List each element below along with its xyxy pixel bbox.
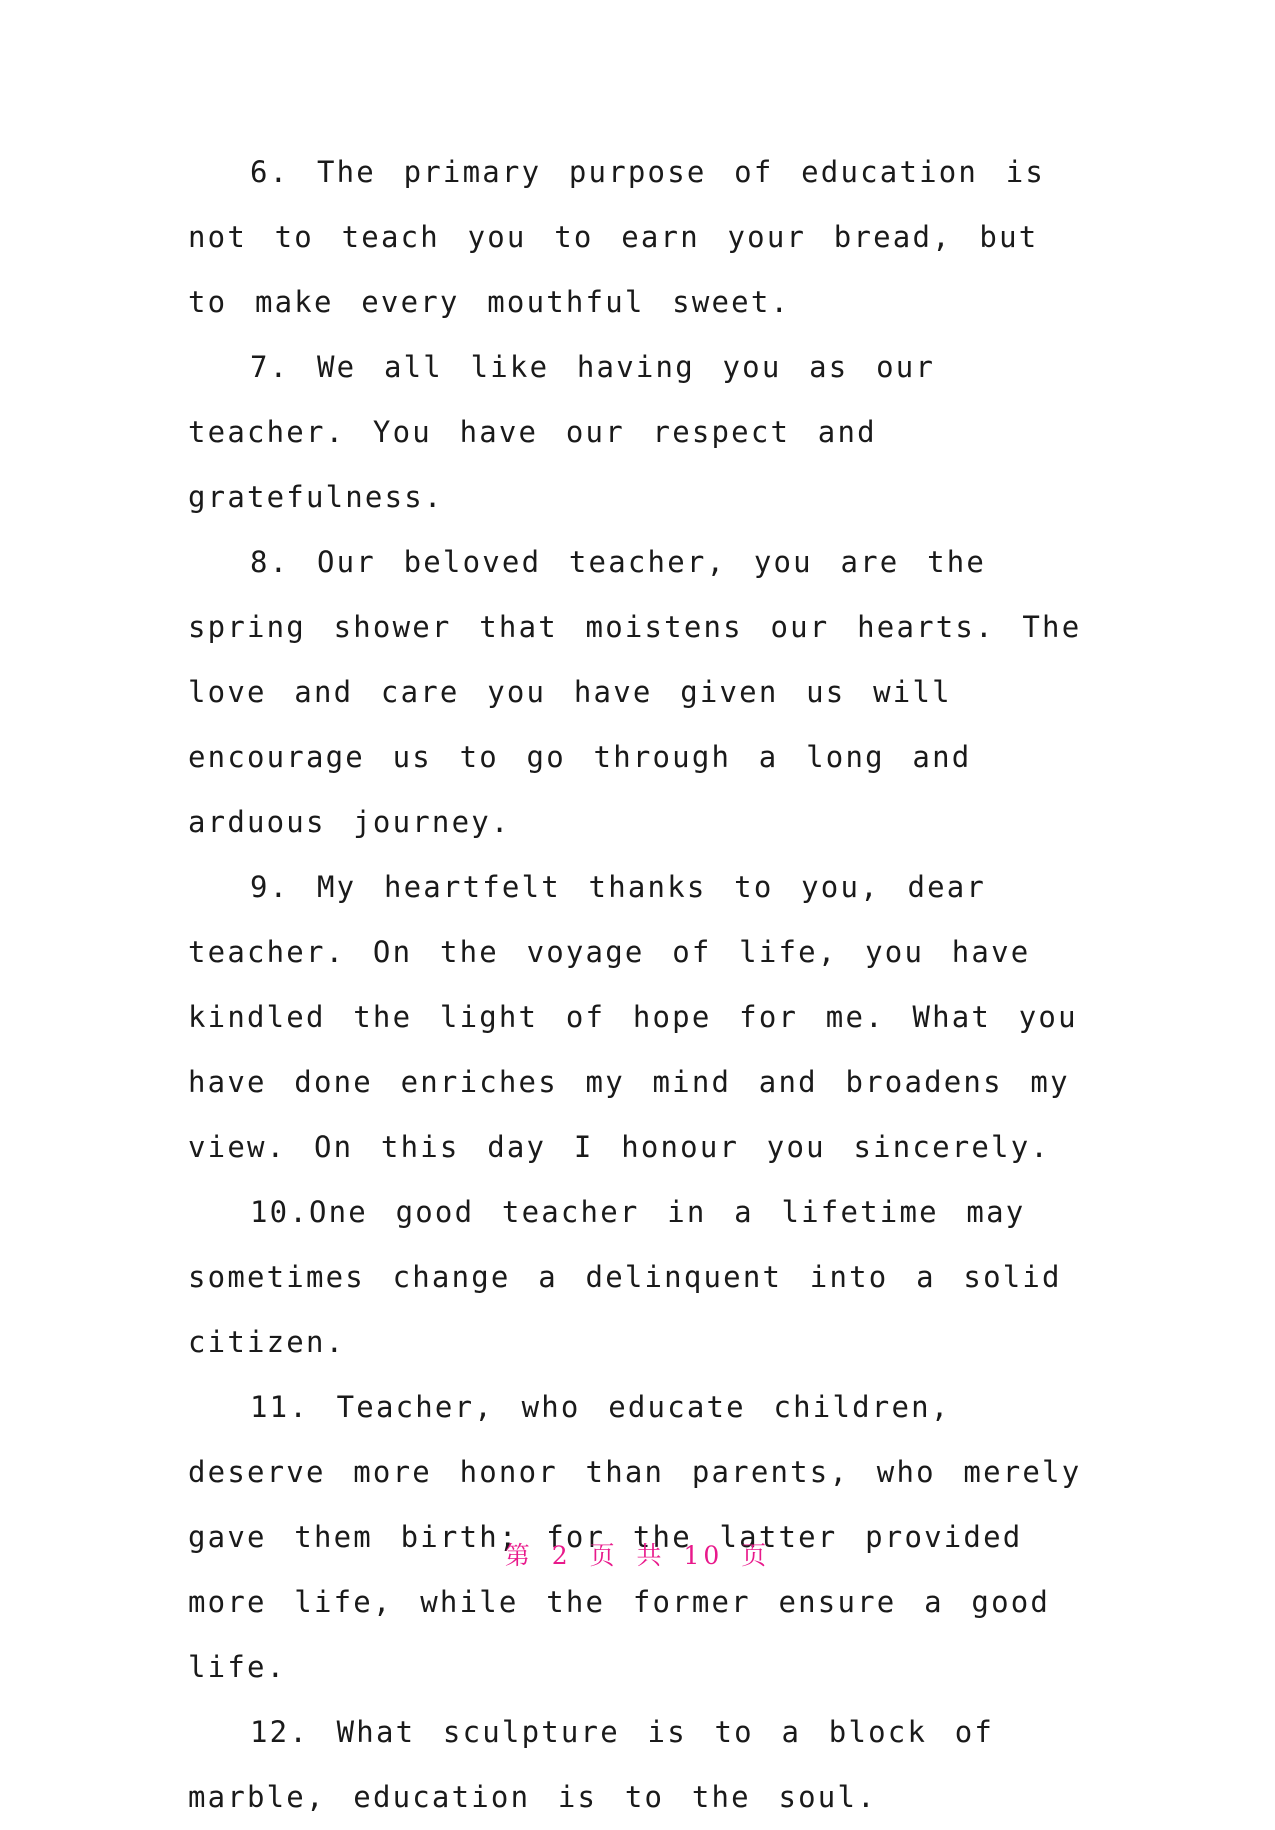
line: education is to the soul. [353, 1780, 877, 1814]
line: 11. Teacher, who educate children, deserve more [188, 1390, 951, 1489]
line: the voyage of life, you have kindled the light of hope [188, 935, 1031, 1034]
paragraph-9 [188, 855, 1098, 1180]
line: a good life. [188, 1585, 1051, 1684]
paragraph-6 [188, 140, 1098, 335]
line: 6. The primary purpose of education is not to [188, 155, 1046, 254]
line: arduous journey. [188, 805, 511, 839]
line: 9. My heartfelt thanks to you, dear teacher. On [188, 870, 987, 969]
page-number-footer: 第 2 页 共 10 页 [504, 1541, 771, 1570]
line: 10.One good teacher in a lifetime may sometimes [188, 1195, 1026, 1294]
paragraph-12 [188, 1700, 1098, 1830]
line: honor than parents, who merely gave them birth; for [188, 1455, 1082, 1554]
line: the latter provided more life, while the former ensure [188, 1520, 1023, 1619]
line: broadens my view. On this day I honour you sincerely. [188, 1065, 1070, 1164]
line: 12. What sculpture is to a block of marble, [188, 1715, 995, 1814]
paragraph-8 [188, 530, 1098, 855]
line: our respect and gratefulness. [188, 415, 877, 514]
line: mouthful sweet. [487, 285, 791, 319]
line: change a delinquent into a solid citizen. [188, 1260, 1062, 1359]
line: 8. Our beloved teacher, you are the spring shower [188, 545, 987, 644]
paragraph-10 [188, 1180, 1098, 1375]
line: 7. We all like having you as our teacher. You have [188, 350, 936, 449]
line: given us will encourage us to go through a long and [188, 675, 972, 774]
line: for me. What you have done enriches my mind and [188, 1000, 1078, 1099]
line: that moistens our hearts. The love and care you have [188, 610, 1082, 709]
line: teach you to earn your bread, but to make every [188, 220, 1039, 319]
document-body [188, 140, 1098, 1830]
paragraph-7 [188, 335, 1098, 530]
